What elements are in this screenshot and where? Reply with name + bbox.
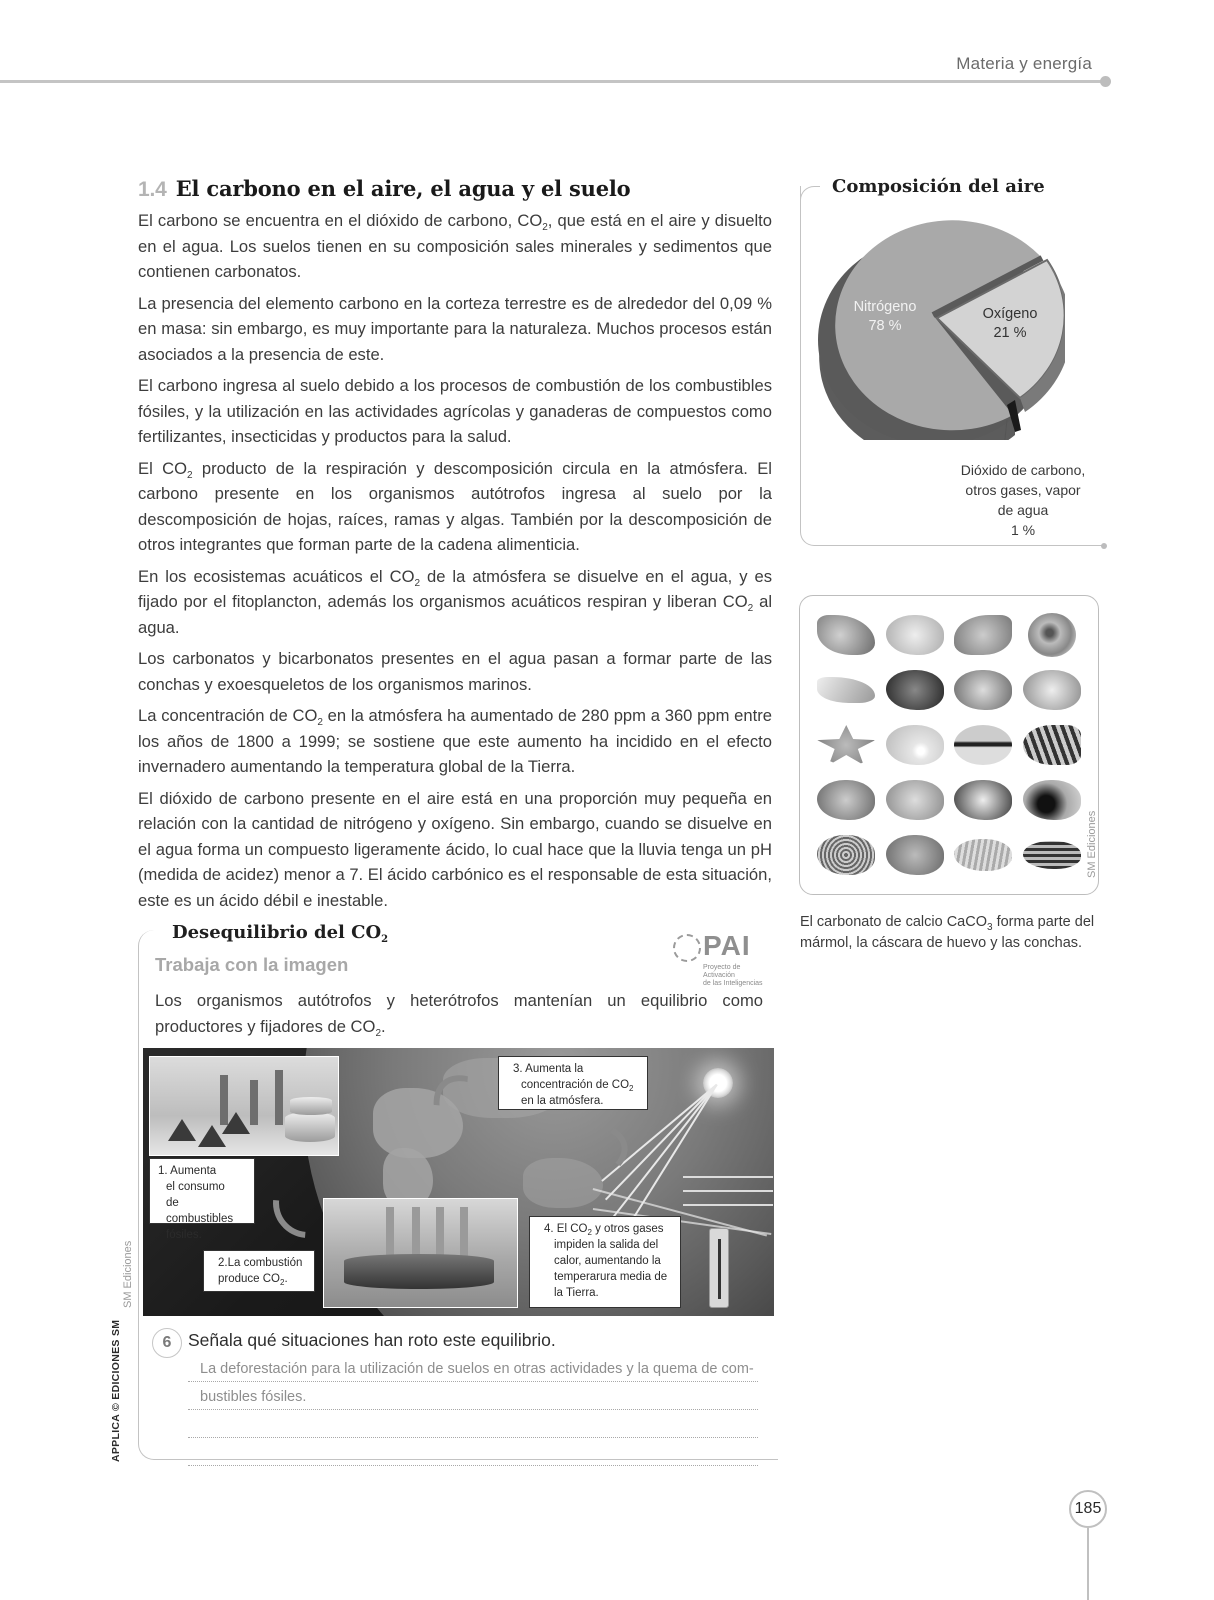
paragraph-1: El carbono se encuentra en el dióxido de carbono, $CO_2$, que está en el aire y disuelto en el agua. Los suelos tienen en su composición sales minerales y sedimentos que contienen carbonatos. (138, 211, 772, 281)
heat-arrow (683, 1204, 773, 1206)
heat-arrow (683, 1190, 773, 1192)
pie-label-nitrogen: Nitrógeno 78 % (853, 299, 917, 334)
shell-image (883, 610, 948, 661)
header-rule (0, 80, 1106, 83)
shell-image (883, 774, 948, 825)
shell-image (951, 720, 1016, 771)
running-head: Materia y energía (956, 54, 1092, 73)
shell-image (814, 829, 879, 880)
heat-arrow (683, 1176, 773, 1178)
refinery-photo (149, 1056, 339, 1156)
shell-image (1020, 774, 1085, 825)
pai-logo-caption: Proyecto de Activación de las Inteligencias (703, 964, 763, 987)
shell-image (951, 774, 1016, 825)
paragraph-3: El carbono ingresa al suelo debido a los procesos de combustión de los combustibles fósiles, y la utilización en las actividades agrícolas y ganaderas de compuestos como fertilizantes, insecticidas y productos para la salud. (138, 376, 772, 446)
gear-icon (673, 934, 701, 962)
callout-step-2: 2.La combustión produce $CO_2$. (203, 1250, 315, 1292)
shell-image (1020, 610, 1085, 661)
main-column (138, 176, 772, 919)
photo-credit: SM Ediciones (1086, 810, 1098, 878)
shell-image (883, 829, 948, 880)
panel-end-dot (1101, 543, 1107, 549)
answer-line-3[interactable] (188, 1412, 758, 1438)
activity-question: Señala qué situaciones han roto este equilibrio. (188, 1330, 556, 1350)
diagram-credit: SM Ediciones (122, 1240, 134, 1308)
callout-step-4: 4. El $CO_2$ y otros gases impiden la salida del calor, aumentando la temperarura media de la Tierra. (529, 1216, 681, 1308)
shell-image (1020, 829, 1085, 880)
shell-image (814, 610, 879, 661)
copyright-notice: APPLICA © EDICIONES SM (110, 1319, 122, 1462)
seashells-photo (799, 595, 1099, 895)
shell-image (951, 829, 1016, 880)
activity-number: 6 (152, 1328, 182, 1358)
answer-line-2[interactable]: bustibles fósiles. (188, 1384, 758, 1410)
shell-image (883, 720, 948, 771)
paragraph-4: El $CO_2$ producto de la respiración y descomposición circula en la atmósfera. El carbono presente en los organismos autótrofos ingresa al suelo por la descomposición de hojas, raíces, ramas y algas. También por la descomposición de otros integrantes que forman parte de la cadena alimenticia. (138, 458, 772, 554)
paragraph-5: En los ecosistemas acuáticos el $CO_2$ de la atmósfera se disuelve en el agua, y es fijado por el fitoplancton, además los organismos acuáticos respiran y liberan $CO_2$ al agua. (138, 566, 772, 637)
desequilibrio-title: Desequilibrio del $CO_2$ (172, 922, 389, 945)
callout-step-3: 3. Aumenta la concentración de $CO_2$ en la atmósfera. (498, 1056, 648, 1110)
air-composition-title: Composición del aire (828, 176, 1049, 197)
header-rule-dot (1100, 76, 1111, 87)
pai-logo-word: PAI (703, 930, 751, 961)
shell-image (814, 665, 879, 716)
answer-line-4[interactable] (188, 1440, 758, 1466)
shell-image (883, 665, 948, 716)
shell-image (951, 610, 1016, 661)
paragraph-2: La presencia del elemento carbono en la corteza terrestre es de alrededor del 0,09 % en masa: sin embargo, es muy importante para la naturaleza. Muchos procesos están asociados a la presencia de este. (138, 293, 772, 364)
thermometer-icon (709, 1228, 729, 1308)
page-number-line (1087, 1528, 1089, 1600)
seashells-caption: El carbonato de calcio CaCO$_3$ forma parte del mármol, la cáscara de huevo y las conchas. (800, 914, 1095, 951)
shell-image (951, 665, 1016, 716)
section-title-text: El carbono en el aire, el agua y el suelo (175, 176, 631, 201)
shell-image (1020, 665, 1085, 716)
paragraph-7: La concentración de $CO_2$ en la atmósfera ha aumentado de 280 ppm a 360 ppm entre los años de 1800 a 1999; se sostiene que este aumento ha incidido en el efecto invernadero aumentando la temperatura global de la Tierra. (138, 706, 772, 776)
answer-line-1[interactable]: La deforestación para la utilización de suelos en otras actividades y la quema de com- (188, 1356, 758, 1382)
shell-image (814, 720, 879, 771)
greenhouse-effect-diagram (143, 1048, 774, 1316)
section-title (138, 176, 772, 202)
desequilibrio-subtitle: Trabaja con la imagen (155, 954, 349, 975)
desequilibrio-intro: Los organismos autótrofos y heterótrofos mantenían un equilibrio como productores y fijadores de $CO_2$. (155, 991, 763, 1039)
shell-image (1020, 720, 1085, 771)
shell-image (814, 774, 879, 825)
section-number: 1.4 (138, 178, 167, 201)
pie-label-other-gases: Dióxido de carbono, otros gases, vapor de agua 1 % (960, 462, 1086, 538)
seashell-grid (814, 610, 1084, 880)
pie-label-oxygen: Oxígeno 21 % (982, 306, 1038, 341)
paragraph-6: Los carbonatos y bicarbonatos presentes en el agua pasan a formar parte de las conchas y exoesqueletos de los organismos marinos. (138, 649, 772, 694)
callout-step-1: 1. Aumenta el consumo de combustibles fósiles. (149, 1158, 255, 1224)
page-number: 185 (1069, 1490, 1107, 1528)
paragraph-8: El dióxido de carbono presente en el aire está en una proporción muy pequeña en relación con la cantidad de nitrógeno y oxígeno. Sin embargo, cuando se disuelve en el agua forma un compuesto ligeramente ácido, lo cual hace que la lluvia tenga un pH (medida de acidez) menor a 7. El ácido carbónico es el responsable de esta situación, este es un ácido débil e inestable. (138, 788, 772, 910)
power-plant-photo (323, 1198, 518, 1308)
pai-logo (663, 926, 763, 987)
